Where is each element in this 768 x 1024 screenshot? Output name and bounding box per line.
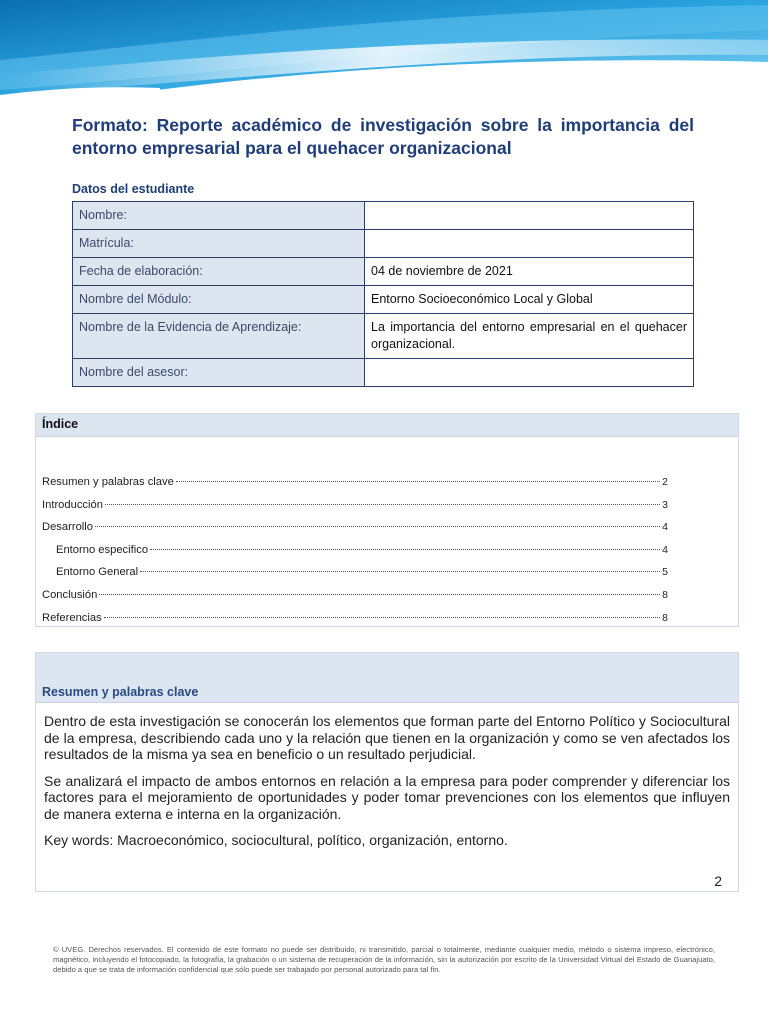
- toc-entry-page: 5: [662, 566, 668, 579]
- table-of-contents: [42, 476, 668, 634]
- field-value: 04 de noviembre de 2021: [365, 258, 694, 286]
- summary-paragraph: Dentro de esta investigación se conocerán los elementos que forman parte del Entorno Político y Sociocultural de la empresa, describiendo cada uno y la relación que tienen en la organización y como se ven afectados los resultados de la misma ya sea en beneficio o un resultado perjudicial.: [44, 713, 730, 762]
- toc-leader: [95, 526, 660, 527]
- toc-entry-text: Entorno especifico: [56, 543, 149, 556]
- table-row: [73, 359, 694, 387]
- field-value: [365, 359, 694, 387]
- field-label: Nombre del Módulo:: [73, 286, 365, 314]
- summary-header: [36, 653, 738, 703]
- toc-entry[interactable]: [42, 476, 668, 499]
- toc-entry-page: 4: [662, 543, 668, 556]
- toc-entry-text: Conclusión: [42, 588, 98, 601]
- field-label: Matrícula:: [73, 230, 365, 258]
- table-row: [73, 202, 694, 230]
- banner-graphic: [0, 0, 768, 95]
- toc-leader: [150, 549, 660, 550]
- toc-entry-page: 8: [662, 611, 668, 624]
- toc-subentry[interactable]: [42, 544, 668, 567]
- toc-entry-text: Resumen y palabras clave: [42, 476, 174, 488]
- toc-leader: [140, 571, 660, 572]
- toc-entry-page: 3: [662, 498, 668, 511]
- student-section-label: Datos del estudiante: [72, 182, 195, 196]
- toc-leader: [176, 481, 660, 482]
- page-number: 2: [714, 873, 722, 889]
- toc-entry[interactable]: [42, 612, 668, 635]
- student-data-table: [72, 201, 694, 387]
- toc-entry-text: Referencias: [42, 611, 102, 624]
- field-value: Entorno Socioeconómico Local y Global: [365, 286, 694, 314]
- header-banner: [0, 0, 768, 95]
- toc-entry[interactable]: [42, 521, 668, 544]
- toc-entry[interactable]: [42, 499, 668, 522]
- document-title: Formato: Reporte académico de investigación sobre la importancia del entorno empresarial para el quehacer organizacional: [72, 115, 694, 158]
- field-value: [365, 230, 694, 258]
- toc-entry[interactable]: [42, 589, 668, 612]
- field-label: Nombre del asesor:: [73, 359, 365, 387]
- index-heading: Índice: [36, 414, 738, 437]
- toc-entry-text: Introducción: [42, 498, 103, 511]
- toc-entry-text: Desarrollo: [42, 521, 93, 534]
- copyright-footer: © UVEG. Derechos reservados. El contenido de este formato no puede ser distribuido, ni transmitido, parcial o totalmente, mediante cualquier medio, método o sistema impreso, electrónico, magnético, incluyendo el fotocopiado, la fotografía, la grabación o un sistema de recuperación de la información, sin la autorización por escrito de la Universidad Virtual del Estado de Guanajuato, debido a que se trata de información confidencial que sólo puede ser trabajado por personal autorizado para tal fin.: [53, 945, 715, 974]
- keywords-paragraph: Key words: Macroeconómico, sociocultural, político, organización, entorno.: [44, 832, 508, 848]
- field-value: [365, 202, 694, 230]
- toc-entry-page: 8: [662, 588, 668, 601]
- summary-title: Resumen y palabras clave: [42, 685, 199, 699]
- summary-paragraph: Se analizará el impacto de ambos entornos en relación a la empresa para poder comprender y diferenciar los factores para el mejoramiento de oportunidades y poder tomar prevenciones con los elementos que influyen de manera externa e interna en la organización.: [44, 772, 730, 822]
- summary-body: [36, 703, 738, 849]
- toc-leader: [105, 504, 660, 505]
- table-row: [73, 258, 694, 286]
- field-label: Nombre:: [73, 202, 365, 230]
- toc-entry-text: Entorno General: [56, 566, 139, 579]
- toc-entry-page: 2: [662, 476, 668, 488]
- table-row: [73, 314, 694, 359]
- table-row: [73, 230, 694, 258]
- field-label: Fecha de elaboración:: [73, 258, 365, 286]
- toc-leader: [104, 617, 660, 618]
- toc-entry-page: 4: [662, 521, 668, 534]
- toc-subentry[interactable]: [42, 566, 668, 589]
- field-value: La importancia del entorno empresarial en el quehacer organizacional.: [365, 314, 694, 359]
- summary-section: [35, 652, 739, 892]
- toc-leader: [99, 594, 660, 595]
- index-section: [35, 413, 739, 627]
- field-label: Nombre de la Evidencia de Aprendizaje:: [73, 314, 365, 359]
- table-row: [73, 286, 694, 314]
